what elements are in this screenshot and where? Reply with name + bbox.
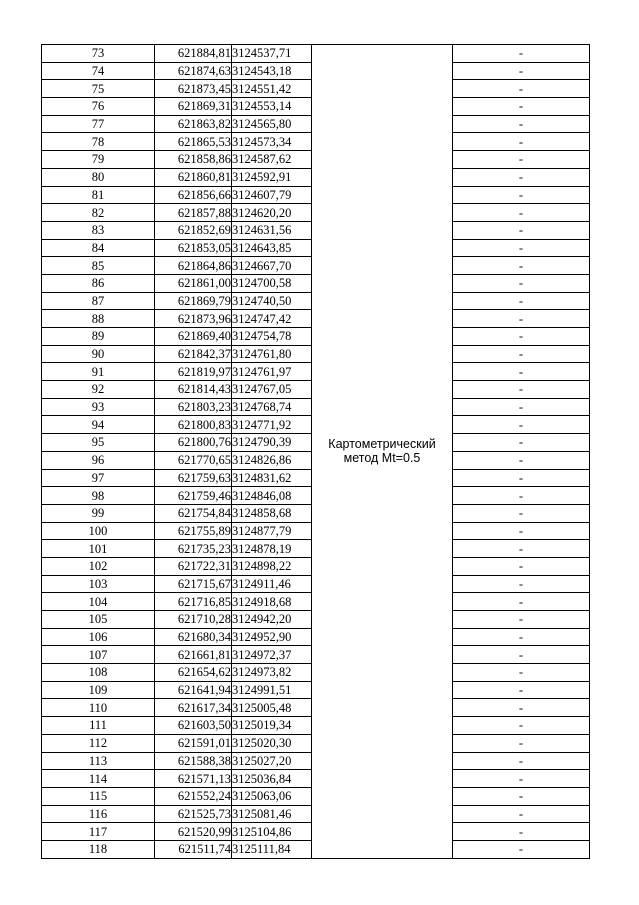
- y-coordinate-cell: 3125063,06: [232, 787, 312, 805]
- y-coordinate-cell: 3125019,34: [232, 717, 312, 735]
- y-coordinate-cell: 3124768,74: [232, 398, 312, 416]
- x-coordinate-cell: 621591,01: [155, 734, 232, 752]
- x-coordinate-cell: 621869,40: [155, 328, 232, 346]
- point-number-cell: 99: [42, 504, 155, 522]
- y-coordinate-cell: 3124643,85: [232, 239, 312, 257]
- y-coordinate-cell: 3124991,51: [232, 681, 312, 699]
- y-coordinate-cell: 3125104,86: [232, 823, 312, 841]
- point-number-cell: 98: [42, 487, 155, 505]
- point-number-cell: 110: [42, 699, 155, 717]
- dash-cell: -: [453, 611, 590, 629]
- x-coordinate-cell: 621874,63: [155, 62, 232, 80]
- x-coordinate-cell: 621858,86: [155, 151, 232, 169]
- x-coordinate-cell: 621803,23: [155, 398, 232, 416]
- point-number-cell: 86: [42, 274, 155, 292]
- dash-cell: -: [453, 646, 590, 664]
- y-coordinate-cell: 3124790,39: [232, 434, 312, 452]
- point-number-cell: 105: [42, 611, 155, 629]
- x-coordinate-cell: 621852,69: [155, 221, 232, 239]
- x-coordinate-cell: 621661,81: [155, 646, 232, 664]
- dash-cell: -: [453, 717, 590, 735]
- point-number-cell: 95: [42, 434, 155, 452]
- x-coordinate-cell: 621754,84: [155, 504, 232, 522]
- x-coordinate-cell: 621865,53: [155, 133, 232, 151]
- table-row: [42, 45, 590, 63]
- dash-cell: -: [453, 115, 590, 133]
- dash-cell: -: [453, 186, 590, 204]
- point-number-cell: 92: [42, 381, 155, 399]
- y-coordinate-cell: 3124942,20: [232, 611, 312, 629]
- point-number-cell: 75: [42, 80, 155, 98]
- x-coordinate-cell: 621722,31: [155, 557, 232, 575]
- dash-cell: -: [453, 540, 590, 558]
- y-coordinate-cell: 3124877,79: [232, 522, 312, 540]
- point-number-cell: 116: [42, 805, 155, 823]
- dash-cell: -: [453, 221, 590, 239]
- y-coordinate-cell: 3124831,62: [232, 469, 312, 487]
- y-coordinate-cell: 3124846,08: [232, 487, 312, 505]
- dash-cell: -: [453, 257, 590, 275]
- x-coordinate-cell: 621715,67: [155, 575, 232, 593]
- dash-cell: -: [453, 734, 590, 752]
- dash-cell: -: [453, 133, 590, 151]
- y-coordinate-cell: 3125081,46: [232, 805, 312, 823]
- dash-cell: -: [453, 823, 590, 841]
- x-coordinate-cell: 621511,74: [155, 840, 232, 858]
- dash-cell: -: [453, 434, 590, 452]
- y-coordinate-cell: 3124952,90: [232, 628, 312, 646]
- y-coordinate-cell: 3124587,62: [232, 151, 312, 169]
- point-number-cell: 107: [42, 646, 155, 664]
- x-coordinate-cell: 621759,63: [155, 469, 232, 487]
- coordinates-table-body: [42, 45, 590, 859]
- x-coordinate-cell: 621800,83: [155, 416, 232, 434]
- y-coordinate-cell: 3124667,70: [232, 257, 312, 275]
- y-coordinate-cell: 3124573,34: [232, 133, 312, 151]
- y-coordinate-cell: 3124754,78: [232, 328, 312, 346]
- y-coordinate-cell: 3124537,71: [232, 45, 312, 63]
- point-number-cell: 73: [42, 45, 155, 63]
- y-coordinate-cell: 3124700,58: [232, 274, 312, 292]
- point-number-cell: 100: [42, 522, 155, 540]
- y-coordinate-cell: 3125111,84: [232, 840, 312, 858]
- point-number-cell: 117: [42, 823, 155, 841]
- dash-cell: -: [453, 168, 590, 186]
- point-number-cell: 104: [42, 593, 155, 611]
- point-number-cell: 82: [42, 204, 155, 222]
- point-number-cell: 118: [42, 840, 155, 858]
- y-coordinate-cell: 3124607,79: [232, 186, 312, 204]
- dash-cell: -: [453, 575, 590, 593]
- dash-cell: -: [453, 487, 590, 505]
- x-coordinate-cell: 621571,13: [155, 770, 232, 788]
- x-coordinate-cell: 621654,62: [155, 664, 232, 682]
- point-number-cell: 111: [42, 717, 155, 735]
- dash-cell: -: [453, 664, 590, 682]
- dash-cell: -: [453, 151, 590, 169]
- dash-cell: -: [453, 398, 590, 416]
- y-coordinate-cell: 3124898,22: [232, 557, 312, 575]
- point-number-cell: 115: [42, 787, 155, 805]
- y-coordinate-cell: 3124767,05: [232, 381, 312, 399]
- y-coordinate-cell: 3124771,92: [232, 416, 312, 434]
- dash-cell: -: [453, 451, 590, 469]
- x-coordinate-cell: 621873,45: [155, 80, 232, 98]
- dash-cell: -: [453, 557, 590, 575]
- dash-cell: -: [453, 770, 590, 788]
- dash-cell: -: [453, 840, 590, 858]
- x-coordinate-cell: 621770,65: [155, 451, 232, 469]
- x-coordinate-cell: 621641,94: [155, 681, 232, 699]
- method-cell: [312, 45, 453, 859]
- x-coordinate-cell: 621861,00: [155, 274, 232, 292]
- point-number-cell: 93: [42, 398, 155, 416]
- y-coordinate-cell: 3124551,42: [232, 80, 312, 98]
- dash-cell: -: [453, 787, 590, 805]
- x-coordinate-cell: 621755,89: [155, 522, 232, 540]
- x-coordinate-cell: 621617,34: [155, 699, 232, 717]
- point-number-cell: 89: [42, 328, 155, 346]
- x-coordinate-cell: 621869,79: [155, 292, 232, 310]
- point-number-cell: 94: [42, 416, 155, 434]
- y-coordinate-cell: 3124565,80: [232, 115, 312, 133]
- dash-cell: -: [453, 310, 590, 328]
- y-coordinate-cell: 3125020,30: [232, 734, 312, 752]
- x-coordinate-cell: 621873,96: [155, 310, 232, 328]
- point-number-cell: 96: [42, 451, 155, 469]
- point-number-cell: 113: [42, 752, 155, 770]
- point-number-cell: 112: [42, 734, 155, 752]
- x-coordinate-cell: 621716,85: [155, 593, 232, 611]
- y-coordinate-cell: 3124911,46: [232, 575, 312, 593]
- dash-cell: -: [453, 699, 590, 717]
- y-coordinate-cell: 3125005,48: [232, 699, 312, 717]
- y-coordinate-cell: 3124972,37: [232, 646, 312, 664]
- x-coordinate-cell: 621857,88: [155, 204, 232, 222]
- y-coordinate-cell: 3124973,82: [232, 664, 312, 682]
- y-coordinate-cell: 3124858,68: [232, 504, 312, 522]
- y-coordinate-cell: 3124878,19: [232, 540, 312, 558]
- dash-cell: -: [453, 522, 590, 540]
- x-coordinate-cell: 621800,76: [155, 434, 232, 452]
- y-coordinate-cell: 3125036,84: [232, 770, 312, 788]
- dash-cell: -: [453, 504, 590, 522]
- x-coordinate-cell: 621680,34: [155, 628, 232, 646]
- point-number-cell: 97: [42, 469, 155, 487]
- x-coordinate-cell: 621842,37: [155, 345, 232, 363]
- point-number-cell: 79: [42, 151, 155, 169]
- point-number-cell: 76: [42, 98, 155, 116]
- y-coordinate-cell: 3124826,86: [232, 451, 312, 469]
- y-coordinate-cell: 3124592,91: [232, 168, 312, 186]
- point-number-cell: 83: [42, 221, 155, 239]
- x-coordinate-cell: 621588,38: [155, 752, 232, 770]
- x-coordinate-cell: 621525,73: [155, 805, 232, 823]
- x-coordinate-cell: 621814,43: [155, 381, 232, 399]
- point-number-cell: 102: [42, 557, 155, 575]
- point-number-cell: 78: [42, 133, 155, 151]
- y-coordinate-cell: 3124631,56: [232, 221, 312, 239]
- point-number-cell: 85: [42, 257, 155, 275]
- point-number-cell: 108: [42, 664, 155, 682]
- y-coordinate-cell: 3124761,80: [232, 345, 312, 363]
- coordinates-table: [41, 44, 590, 859]
- y-coordinate-cell: 3125027,20: [232, 752, 312, 770]
- x-coordinate-cell: 621856,66: [155, 186, 232, 204]
- x-coordinate-cell: 621552,24: [155, 787, 232, 805]
- x-coordinate-cell: 621520,99: [155, 823, 232, 841]
- dash-cell: -: [453, 292, 590, 310]
- x-coordinate-cell: 621735,23: [155, 540, 232, 558]
- point-number-cell: 114: [42, 770, 155, 788]
- dash-cell: -: [453, 274, 590, 292]
- point-number-cell: 101: [42, 540, 155, 558]
- dash-cell: -: [453, 363, 590, 381]
- point-number-cell: 90: [42, 345, 155, 363]
- dash-cell: -: [453, 416, 590, 434]
- point-number-cell: 109: [42, 681, 155, 699]
- point-number-cell: 74: [42, 62, 155, 80]
- y-coordinate-cell: 3124553,14: [232, 98, 312, 116]
- dash-cell: -: [453, 45, 590, 63]
- point-number-cell: 77: [42, 115, 155, 133]
- dash-cell: -: [453, 805, 590, 823]
- y-coordinate-cell: 3124761,97: [232, 363, 312, 381]
- x-coordinate-cell: 621864,86: [155, 257, 232, 275]
- x-coordinate-cell: 621710,28: [155, 611, 232, 629]
- x-coordinate-cell: 621853,05: [155, 239, 232, 257]
- point-number-cell: 87: [42, 292, 155, 310]
- x-coordinate-cell: 621759,46: [155, 487, 232, 505]
- x-coordinate-cell: 621863,82: [155, 115, 232, 133]
- point-number-cell: 106: [42, 628, 155, 646]
- dash-cell: -: [453, 469, 590, 487]
- dash-cell: -: [453, 239, 590, 257]
- dash-cell: -: [453, 628, 590, 646]
- y-coordinate-cell: 3124747,42: [232, 310, 312, 328]
- point-number-cell: 88: [42, 310, 155, 328]
- dash-cell: -: [453, 345, 590, 363]
- dash-cell: -: [453, 62, 590, 80]
- dash-cell: -: [453, 98, 590, 116]
- x-coordinate-cell: 621819,97: [155, 363, 232, 381]
- y-coordinate-cell: 3124918,68: [232, 593, 312, 611]
- x-coordinate-cell: 621860,81: [155, 168, 232, 186]
- dash-cell: -: [453, 593, 590, 611]
- point-number-cell: 80: [42, 168, 155, 186]
- y-coordinate-cell: 3124620,20: [232, 204, 312, 222]
- y-coordinate-cell: 3124740,50: [232, 292, 312, 310]
- method-line-1: Картометрический: [328, 437, 436, 452]
- point-number-cell: 91: [42, 363, 155, 381]
- y-coordinate-cell: 3124543,18: [232, 62, 312, 80]
- dash-cell: -: [453, 381, 590, 399]
- dash-cell: -: [453, 681, 590, 699]
- dash-cell: -: [453, 752, 590, 770]
- x-coordinate-cell: 621869,31: [155, 98, 232, 116]
- dash-cell: -: [453, 204, 590, 222]
- dash-cell: -: [453, 80, 590, 98]
- x-coordinate-cell: 621603,50: [155, 717, 232, 735]
- x-coordinate-cell: 621884,81: [155, 45, 232, 63]
- point-number-cell: 103: [42, 575, 155, 593]
- method-line-2: метод Mt=0.5: [343, 451, 421, 466]
- point-number-cell: 81: [42, 186, 155, 204]
- point-number-cell: 84: [42, 239, 155, 257]
- dash-cell: -: [453, 328, 590, 346]
